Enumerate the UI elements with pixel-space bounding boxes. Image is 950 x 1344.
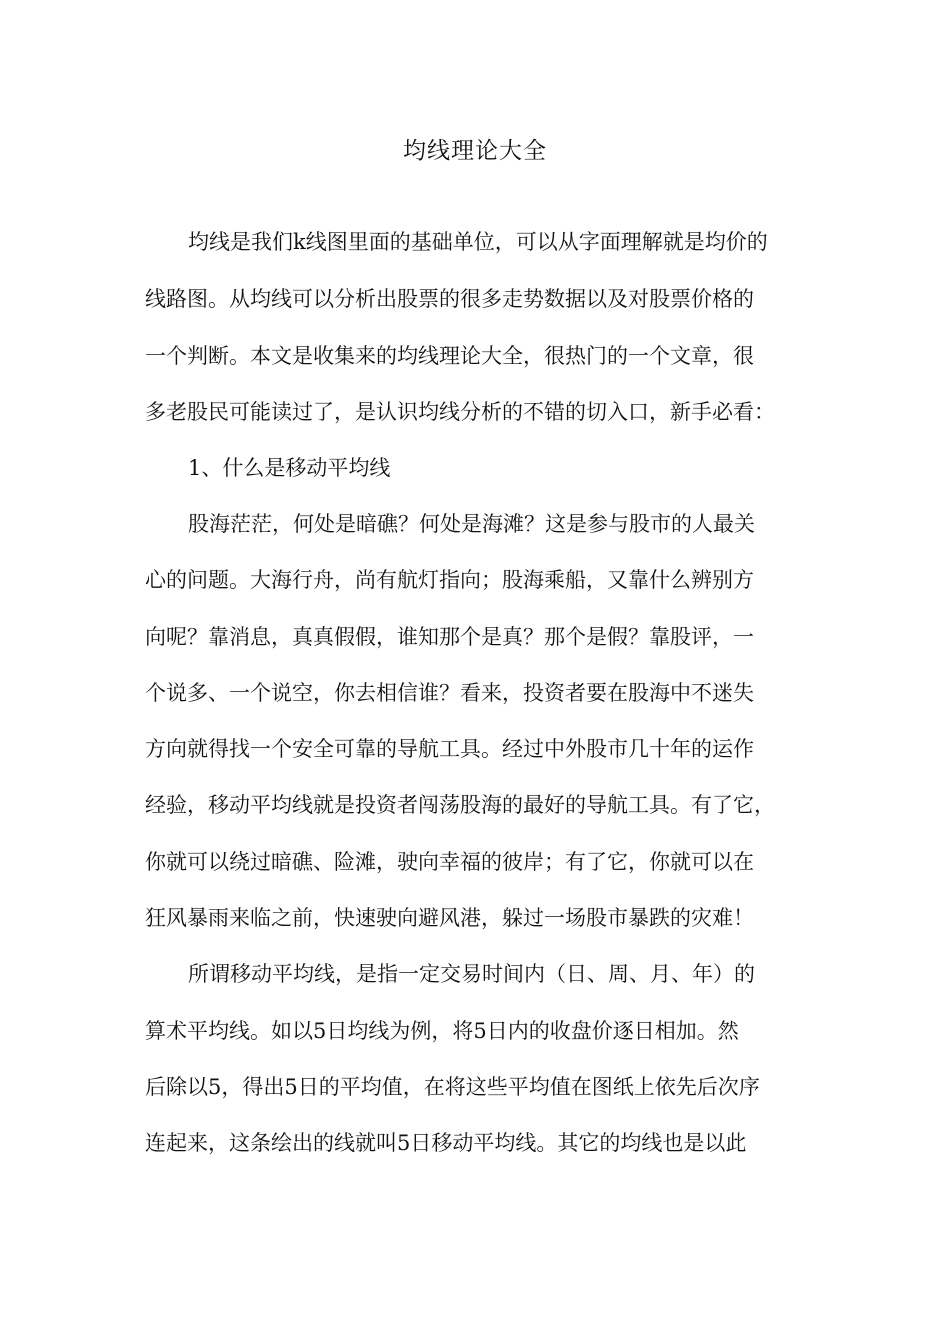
- paragraph-line: 连起来，这条绘出的线就叫5日移动平均线。其它的均线也是以此: [145, 1131, 747, 1155]
- paragraph-line: 所谓移动平均线，是指一定交易时间内（日、周、月、年）的: [188, 962, 755, 986]
- paragraph-line: 向呢？靠消息，真真假假，谁知那个是真？那个是假？靠股评，一: [145, 625, 754, 649]
- section-heading: 1、什么是移动平均线: [188, 456, 391, 480]
- paragraph-line: 经验，移动平均线就是投资者闯荡股海的最好的导航工具。有了它，: [145, 793, 775, 817]
- paragraph-line: 均线是我们k线图里面的基础单位，可以从字面理解就是均价的: [188, 230, 768, 254]
- paragraph-line: 心的问题。大海行舟，尚有航灯指向；股海乘船，又靠什么辨别方: [145, 568, 754, 592]
- paragraph-line: 后除以5，得出5日的平均值，在将这些平均值在图纸上依先后次序: [145, 1075, 760, 1099]
- paragraph-line: 狂风暴雨来临之前，快速驶向避风港，躲过一场股市暴跌的灾难！: [145, 906, 754, 930]
- paragraph-line: 你就可以绕过暗礁、险滩，驶向幸福的彼岸；有了它，你就可以在: [145, 850, 754, 874]
- paragraph-line: 股海茫茫，何处是暗礁？何处是海滩？这是参与股市的人最关: [188, 512, 755, 536]
- paragraph-line: 多老股民可能读过了，是认识均线分析的不错的切入口，新手必看：: [145, 400, 775, 424]
- document-title: 均线理论大全: [403, 138, 547, 164]
- paragraph-line: 一个判断。本文是收集来的均线理论大全，很热门的一个文章，很: [145, 344, 754, 368]
- paragraph-line: 方向就得找一个安全可靠的导航工具。经过中外股市几十年的运作: [145, 737, 754, 761]
- paragraph-line: 个说多、一个说空，你去相信谁？看来，投资者要在股海中不迷失: [145, 681, 754, 705]
- paragraph-line: 线路图。从均线可以分析出股票的很多走势数据以及对股票价格的: [145, 287, 754, 311]
- paragraph-line: 算术平均线。如以5日均线为例，将5日内的收盘价逐日相加。然: [145, 1019, 739, 1043]
